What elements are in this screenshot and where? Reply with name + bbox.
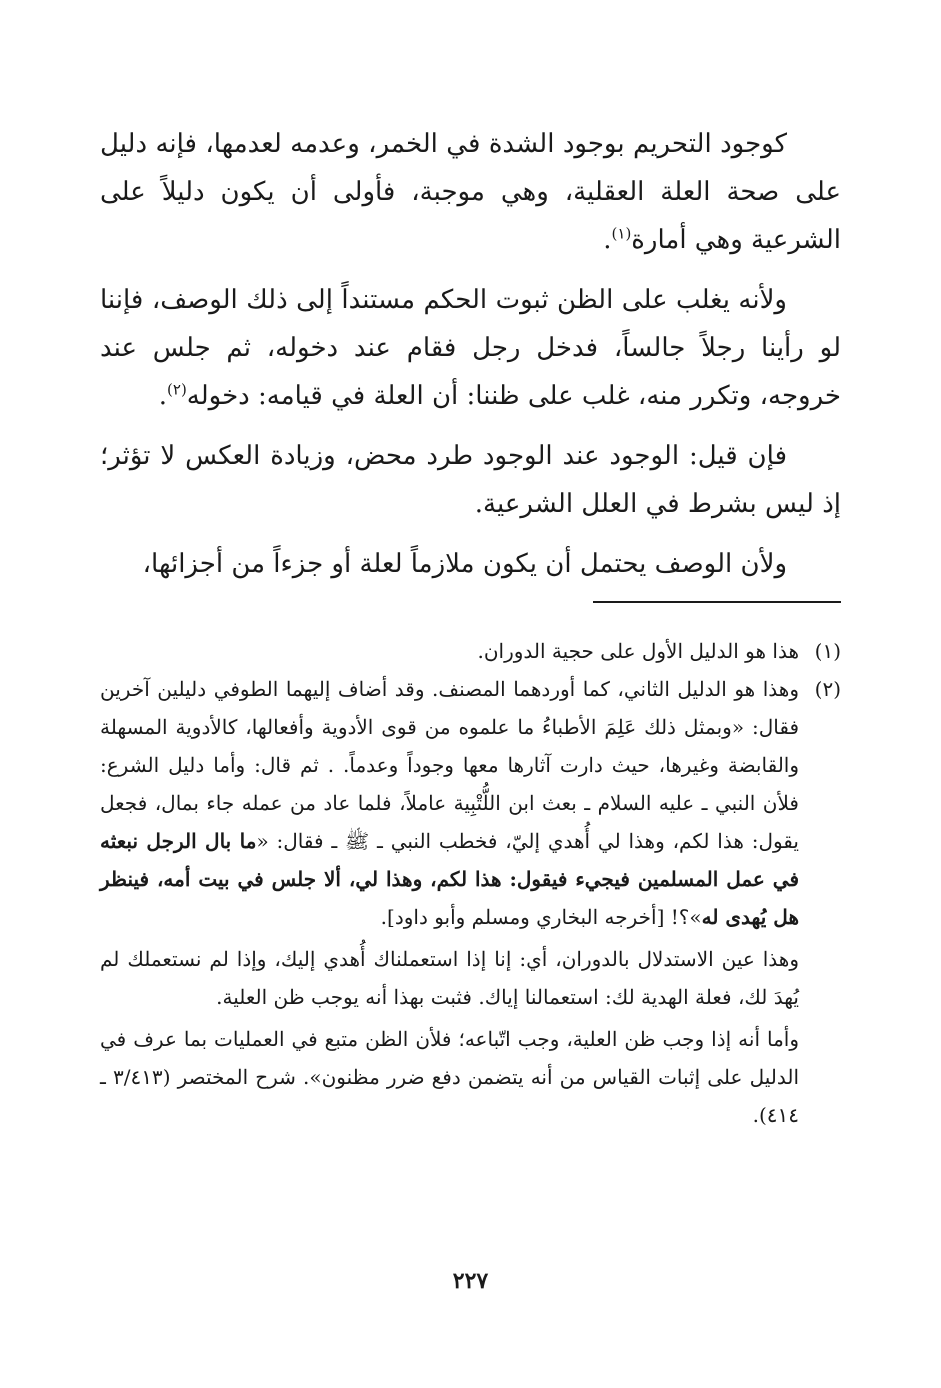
footnote-1-number: (١) xyxy=(814,639,841,663)
page-number: ٢٢٧ xyxy=(452,1268,489,1294)
footnotes xyxy=(100,632,841,1134)
main-text xyxy=(100,120,841,588)
footnote-2-paragraph-2: وهذا عين الاستدلال بالدوران، أي: إنا إذا استعملناك أُهدي إليك، وإذا لم نستعملك لم يُهدَ لك، فعلة الهدية لك: استعمالنا إياك. فثبت بهذا أنه يوجب ظن العلية. xyxy=(100,947,799,1009)
footnote-2-number: (٢) xyxy=(814,677,841,701)
paragraph-1-end: . xyxy=(603,225,612,255)
footnote-2 xyxy=(100,670,841,936)
footnote-2-text xyxy=(100,670,799,936)
footnote-2-intro: وهذا هو الدليل الثاني، كما أوردهما المصنف. وقد أضاف إليهما الطوفي دليلين آخرين فقال: «وبمثل ذلك عَلِمَ الأطباءُ ما علموه من قوى الأدوية وأفعالها، كالأدوية المسهلة والقابضة وغيرها، حيث دارت آثارها معها وجوداً وعدماً. . ثم قال: وأما دليل الشرع: فلأن النبي ـ عليه السلام ـ بعث ابن اللُّتْبِية عاملاً، فلما عاد من عمله جاء بمال، فجعل يقول: هذا لكم، وهذا لي أُهدي إليّ، فخطب النبي ـ ﷺ ـ فقال: « xyxy=(100,677,799,853)
paragraph-2-text: ولأنه يغلب على الظن ثبوت الحكم مستنداً إلى ذلك الوصف، فإننا لو رأينا رجلاً جالساً، فدخل رجل فقام عند دخوله، ثم جلس عند خروجه، وتكرر منه، غلب على ظننا: أن العلة في قيامه: دخوله xyxy=(100,285,841,411)
footnote-2-paragraph-3: وأما أنه إذا وجب ظن العلية، وجب اتّباعه؛ فلأن الظن متبع في العمليات بما عرف في الدليل على إثبات القياس من أنه يتضمن دفع ضرر مظنون». شرح المختصر (٣/٤١٣ ـ ٤١٤). xyxy=(100,1027,799,1127)
paragraph-4: ولأن الوصف يحتمل أن يكون ملازماً لعلة أو جزءاً من أجزائها، xyxy=(142,549,787,579)
footnote-ref-2[interactable]: (٢) xyxy=(167,380,187,399)
footnote-ref-1[interactable]: (١) xyxy=(611,224,632,243)
footnote-2-outro: »؟! [أخرجه البخاري ومسلم وأبو داود]. xyxy=(380,905,702,929)
paragraph-1 xyxy=(100,120,841,264)
paragraph-3: فإن قيل: الوجود عند الوجود طرد محض، وزيادة العكس لا تؤثر؛ إذ ليس بشرط في العلل الشرعية. xyxy=(100,441,841,519)
footnote-1-text: هذا هو الدليل الأول على حجية الدوران. xyxy=(477,639,799,663)
footnote-1 xyxy=(100,632,841,670)
footnote-divider xyxy=(593,601,841,603)
book-page xyxy=(100,120,841,1388)
paragraph-2-end: . xyxy=(158,381,168,411)
paragraph-2 xyxy=(100,276,841,420)
paragraph-1-text: كوجود التحريم بوجود الشدة في الخمر، وعدمه لعدمها، فإنه دليل على صحة العلة العقلية، وهي موجبة، فأولى أن يكون دليلاً على الشرعية وهي أمارة xyxy=(100,129,841,255)
footnote-2-hadith: ما بال الرجل نبعثه في عمل المسلمين فيجيء فيقول: هذا لكم، وهذا لي، ألا جلس في بيت أمه، فينظر هل يُهدى له xyxy=(100,829,799,929)
